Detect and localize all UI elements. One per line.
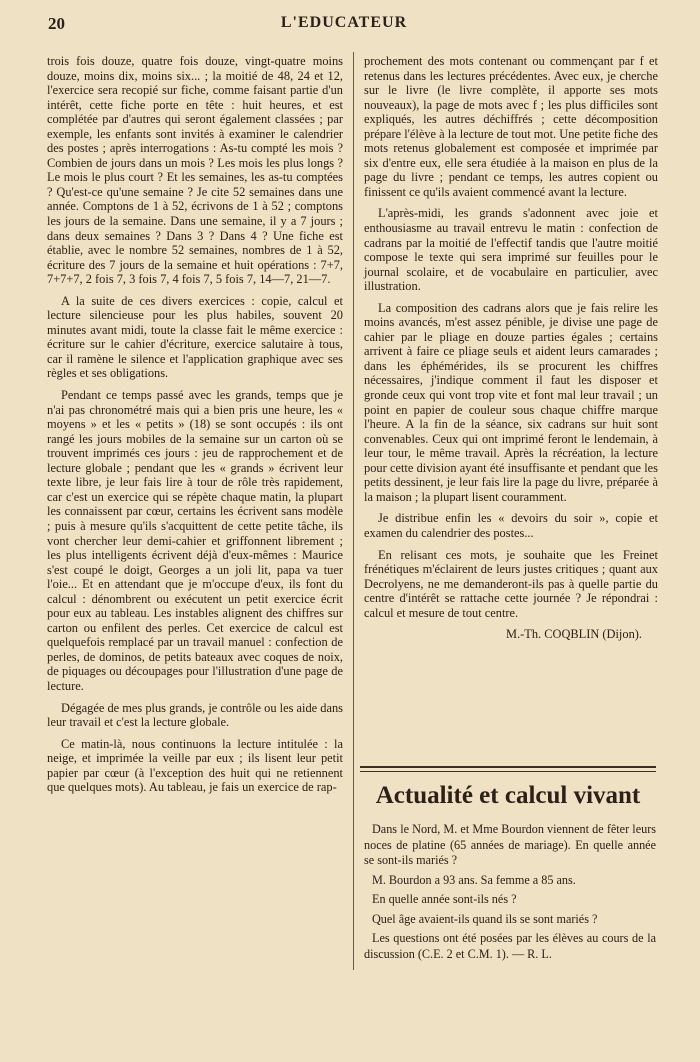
box-paragraph: En quelle année sont-ils nés ?	[372, 892, 517, 906]
right-column	[364, 54, 658, 649]
author-signature: M.-Th. COQBLIN (Dijon).	[506, 627, 642, 642]
paragraph: En relisant ces mots, je souhaite que les Freinet frénétiques m'éclairent de leurs justes critiques ; quant aux Decrolyens, ne me demanderont-ils pas à quelle partie du centre d'intérêt se rattache cette journée ? Je répondrai : calcul et mesure de tout centre.	[364, 547, 658, 620]
box-rule-top-thin	[360, 771, 656, 772]
paragraph: Ce matin-là, nous continuons la lecture intitulée : la neige, et imprimée la veille par eux ; ils lisent leur petit papier par cœur (à l'exception des huit qui ne retiennent que quelques mots). Au tableau, je fais un exercice de rap-	[47, 736, 343, 795]
box-title: Actualité et calcul vivant	[375, 782, 641, 809]
box-body	[364, 822, 656, 966]
journal-title: L'EDUCATEUR	[280, 14, 408, 31]
box-paragraph: Les questions ont été posées par les élèves au cours de la discussion (C.E. 2 et C.M. 1). — R. L.	[364, 931, 656, 961]
left-column	[47, 54, 343, 802]
paragraph: Dégagée de mes plus grands, je contrôle ou les aide dans leur travail et c'est la lecture globale.	[47, 700, 343, 730]
paragraph: Je distribue enfin les « devoirs du soir », copie et examen du calendrier des postes...	[364, 511, 658, 540]
box-paragraph: M. Bourdon a 93 ans. Sa femme a 85 ans.	[372, 872, 576, 887]
box-paragraph: Dans le Nord, M. et Mme Bourdon viennent de fêter leurs noces de platine (65 années de mariage). En quelle année se sont-ils mariés ?	[364, 822, 656, 867]
box-paragraph: Quel âge avaient-ils quand ils se sont mariés ?	[372, 911, 598, 926]
paragraph: A la suite de ces divers exercices : copie, calcul et lecture silencieuse pour les plus habiles, souvent 20 minutes avant midi, toute la classe fait le même exercice : écriture sur le cahier d'écriture, exercice salutaire à tous, car il ramène le silence et l'application graphique avec ses règles et ses obligations.	[47, 293, 343, 381]
paragraph: trois fois douze, quatre fois douze, vingt-quatre moins douze, moins dix, moins six... ; la moitié de 48, 24 et 12, l'exercice sera recopié sur fiche, comme faisant partie d'un intérêt, cette fiche porte en tête : huit heures, et est complétée par d'autres qui seront également classées ; par exemple, les enfants sont invités à examiner le calendrier des postes ; après interrogations : As-tu compté les mois ? Combien de jours dans un mois ? Les mois les plus longs ? Le mois le plus court ? Et les semaines, les as-tu comptées ? Qu'est-ce qu'une semaine ? Je cite 52 semaines dans une année. Comptons de 1 à 52, écrivons de 1 à 52 ; comptons les jours de la semaine. Dans une semaine, il y a 7 jours ; dans deux semaines ? Dans 3 ? Dans 4 ? Une fiche est établie, avec le nombre 52 semaines, nombres de 1 à 52, écriture des 7 jours de la semaine et huit opérations : 7+7, 7+7+7, 2 fois 7, 3 fois 7, 4 fois 7, 5 fois 7, 14—7, 21—7.	[47, 54, 343, 287]
box-rule-top	[360, 766, 656, 768]
paragraph: prochement des mots contenant ou commençant par f et retenus dans les lectures précédentes. Avec eux, je cherche sur le livre (le livre complète, il apporte ses mots nouveaux), la page de mots avec f ; les plus difficiles sont expliqués, les autres déchiffrés ; cette décomposition prépare l'élève à la lecture de tout mot. Une petite fiche des mots retenus globalement est composée et imprimée par six d'entre eux, elle sera étudiée à la maison en plus de la page du livre ; pendant ce temps, les autres copient ou finissent ce qu'ils avaient commencé avant la lecture.	[364, 54, 658, 199]
page-header	[48, 14, 640, 36]
paragraph: La composition des cadrans alors que je fais relire les moins avancés, m'est assez pénible, je divise une page de cahier par le pliage en douze parties égales ; certains arrivent à faire ce pliage seuls et aident leurs camarades ; dans les éphémérides, ils se procurent les chiffres nécessaires, j'indique comment il faut les disposer et gronde ceux qui vont trop vite et font mal leur travail ; un point en papier de couleur sous chaque chiffre marque l'heure. A la fin de la séance, six cadrans sur huit sont convenables. Ceux qui ont imprimé feront le lendemain, à leur tour, le même travail. Après la récréation, la lecture pour cette division ayant été insuffisante et pendant que les petits dessinent, je leur fais lire la page du livre, préparée à la maison ; la plupart lisent couramment.	[364, 300, 658, 504]
paragraph: L'après-midi, les grands s'adonnent avec joie et enthousiasme au travail entrevu le matin : confection de cadrans par la moitié de l'effectif tandis que l'autre moitié compose le texte qui sera imprimé sur feuilles pour le journal scolaire, et de vocabulaire en particulier, avec illustration.	[364, 206, 658, 294]
paragraph: Pendant ce temps passé avec les grands, temps que je n'ai pas chronométré mais qui a bien pris une heure, les « moyens » et les « petits » (18) se sont occupés : ils ont rangé les jours mobiles de la semaine sur un carton où se trouvent imprimés ces jours : jeu de rapprochement et de lecture globale ; pendant que les « grands » écrivent leur texte libre, je leur fais lire à tour de rôle très rapidement, car c'est un exercice qui se répète chaque matin, la plupart les connaissent par cœur, certains les écrivent sans modèle ; puis à mesure qu'ils s'acquittent de cette petite tâche, ils vont chercher leur demi-cahier et griffonnent librement ; les plus intelligents écrivent déjà d'eux-mêmes : Maurice s'est coupé le doigt, Georges a un joli lit, papa va tuer l'oie... Et en attendant que je m'occupe d'eux, ils font du calcul : dénombrent ou exécutent un petit exercice écrit pour eux au tableau. Les instables alignent des chiffres sur carton ou enfilent des perles. Cet exercice de calcul est quelquefois remplacé par un travail manuel : confection de perles, de dominos, de petits bateaux avec coques de noix, de piquages ou découpages pour l'illustration d'une page de lecture.	[47, 388, 343, 693]
column-divider	[353, 52, 354, 970]
page-number: 20	[48, 14, 65, 33]
